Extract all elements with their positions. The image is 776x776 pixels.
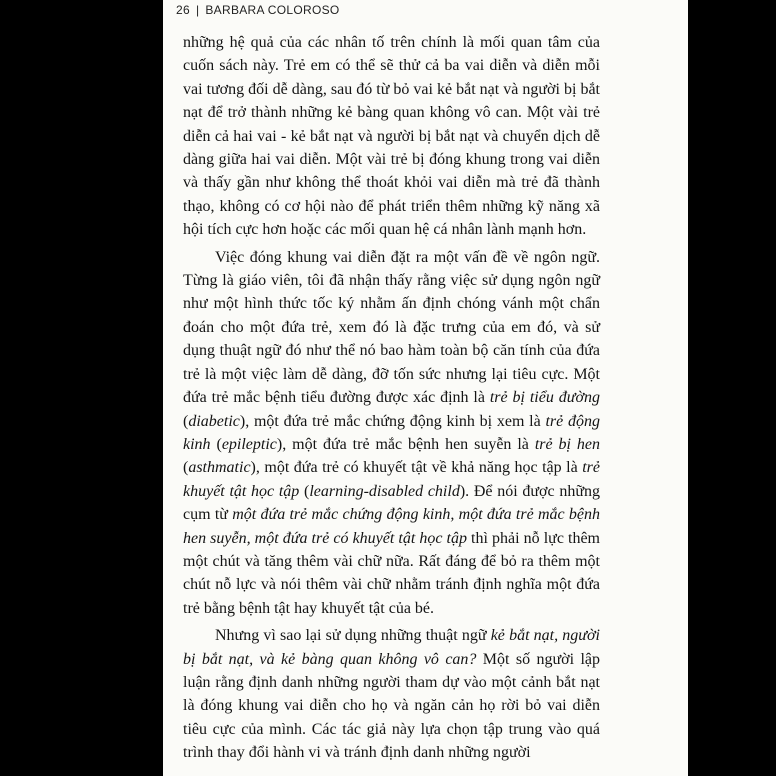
text-run: Một số người lập luận rằng định danh những người tham dự vào một cảnh bắt nạt là đóng khung vai diễn cho họ và ngăn cản họ rời bỏ vai diễn tiêu cực của mình. Các tác giả này lựa chọn tập trung vào quá trình thay đổi hành vi và tránh định danh những người — [183, 650, 600, 762]
header-separator: | — [195, 3, 200, 17]
italic-text: kẻ bắt nạt, người bị bắt nạt, và kẻ bàng quan không vô can? — [183, 627, 600, 668]
italic-text: asthmatic — [188, 459, 251, 477]
italic-text: một đứa trẻ mắc chứng động kinh, một đứa trẻ mắc bệnh hen suyễn, một đứa trẻ có khuyết tật học tập — [183, 506, 600, 547]
italic-text: trẻ bị hen — [534, 435, 601, 453]
text-run: ), một đứa trẻ mắc bệnh hen suyễn là — [276, 435, 535, 453]
author-name: BARBARA COLOROSO — [205, 3, 340, 17]
italic-text: trẻ bị tiểu đường — [489, 389, 601, 407]
text-run: ), một đứa trẻ mắc chứng động kinh bị xem là — [239, 412, 546, 430]
body-text — [183, 31, 600, 765]
text-run: ), một đứa trẻ có khuyết tật về khả năng học tập là — [250, 459, 583, 477]
paragraph — [183, 246, 600, 621]
text-run: Nhưng vì sao lại sử dụng những thuật ngữ — [215, 627, 491, 645]
running-header — [176, 3, 340, 17]
paragraph — [183, 31, 600, 242]
italic-text: diabetic — [188, 412, 240, 430]
paragraph — [183, 624, 600, 764]
italic-text: epileptic — [221, 435, 277, 453]
italic-text: learning-disabled child — [309, 482, 460, 500]
text-run: ( — [299, 482, 310, 500]
text-run: những hệ quả của các nhân tố trên chính là mối quan tâm của cuốn sách này. Trẻ em có thể sẽ thử cả ba vai diễn và diễn mỗi vai tương đối dễ dàng, sau đó từ bỏ vai kẻ bắt nạt và người bị bắt nạt để trở thành những kẻ bàng quan không vô can. Một vài trẻ diễn cả hai vai - kẻ bắt nạt và người bị bắt nạt và chuyển dịch dễ dàng giữa hai vai diễn. Một vài trẻ bị đóng khung trong vai diễn và thấy gần như không thể thoát khỏi vai diễn mà trẻ đã thành thạo, không có cơ hội nào để phát triển thêm những kỹ năng xã hội tích cực hơn hoặc các mối quan hệ cá nhân lành mạnh hơn. — [183, 34, 600, 239]
text-run: ( — [183, 459, 189, 477]
text-run: ( — [183, 412, 189, 430]
text-run: ( — [210, 435, 222, 453]
italic-text: trẻ khuyết tật học tập — [183, 459, 600, 500]
text-run: Việc đóng khung vai diễn đặt ra một vấn đề về ngôn ngữ. Từng là giáo viên, tôi đã nhận thấy rằng việc sử dụng ngôn ngữ như một hình thức tốc ký nhằm ấn định chóng vánh một chẩn đoán cho một đứa trẻ, xem đó là đặc trưng của em đó, và sử dụng thuật ngữ đó như thể nó bao hàm toàn bộ căn tính của đứa trẻ là một việc làm dễ dàng, đỡ tốn sức nhưng lại tiêu cực. Một đứa trẻ mắc bệnh tiểu đường được xác định là — [183, 248, 600, 407]
italic-text: trẻ động kinh — [183, 412, 600, 453]
text-run: ). Để nói được những cụm từ — [183, 482, 600, 524]
page-number: 26 — [176, 3, 190, 17]
book-page — [163, 0, 688, 776]
text-run: thì phải nỗ lực thêm một chút và tăng thêm vài chữ nữa. Rất đáng để bỏ ra thêm một chút nỗ lực và nói thêm vài chữ nhằm tránh định nghĩa một đứa trẻ bằng bệnh tật hay khuyết tật của bé. — [183, 529, 600, 617]
